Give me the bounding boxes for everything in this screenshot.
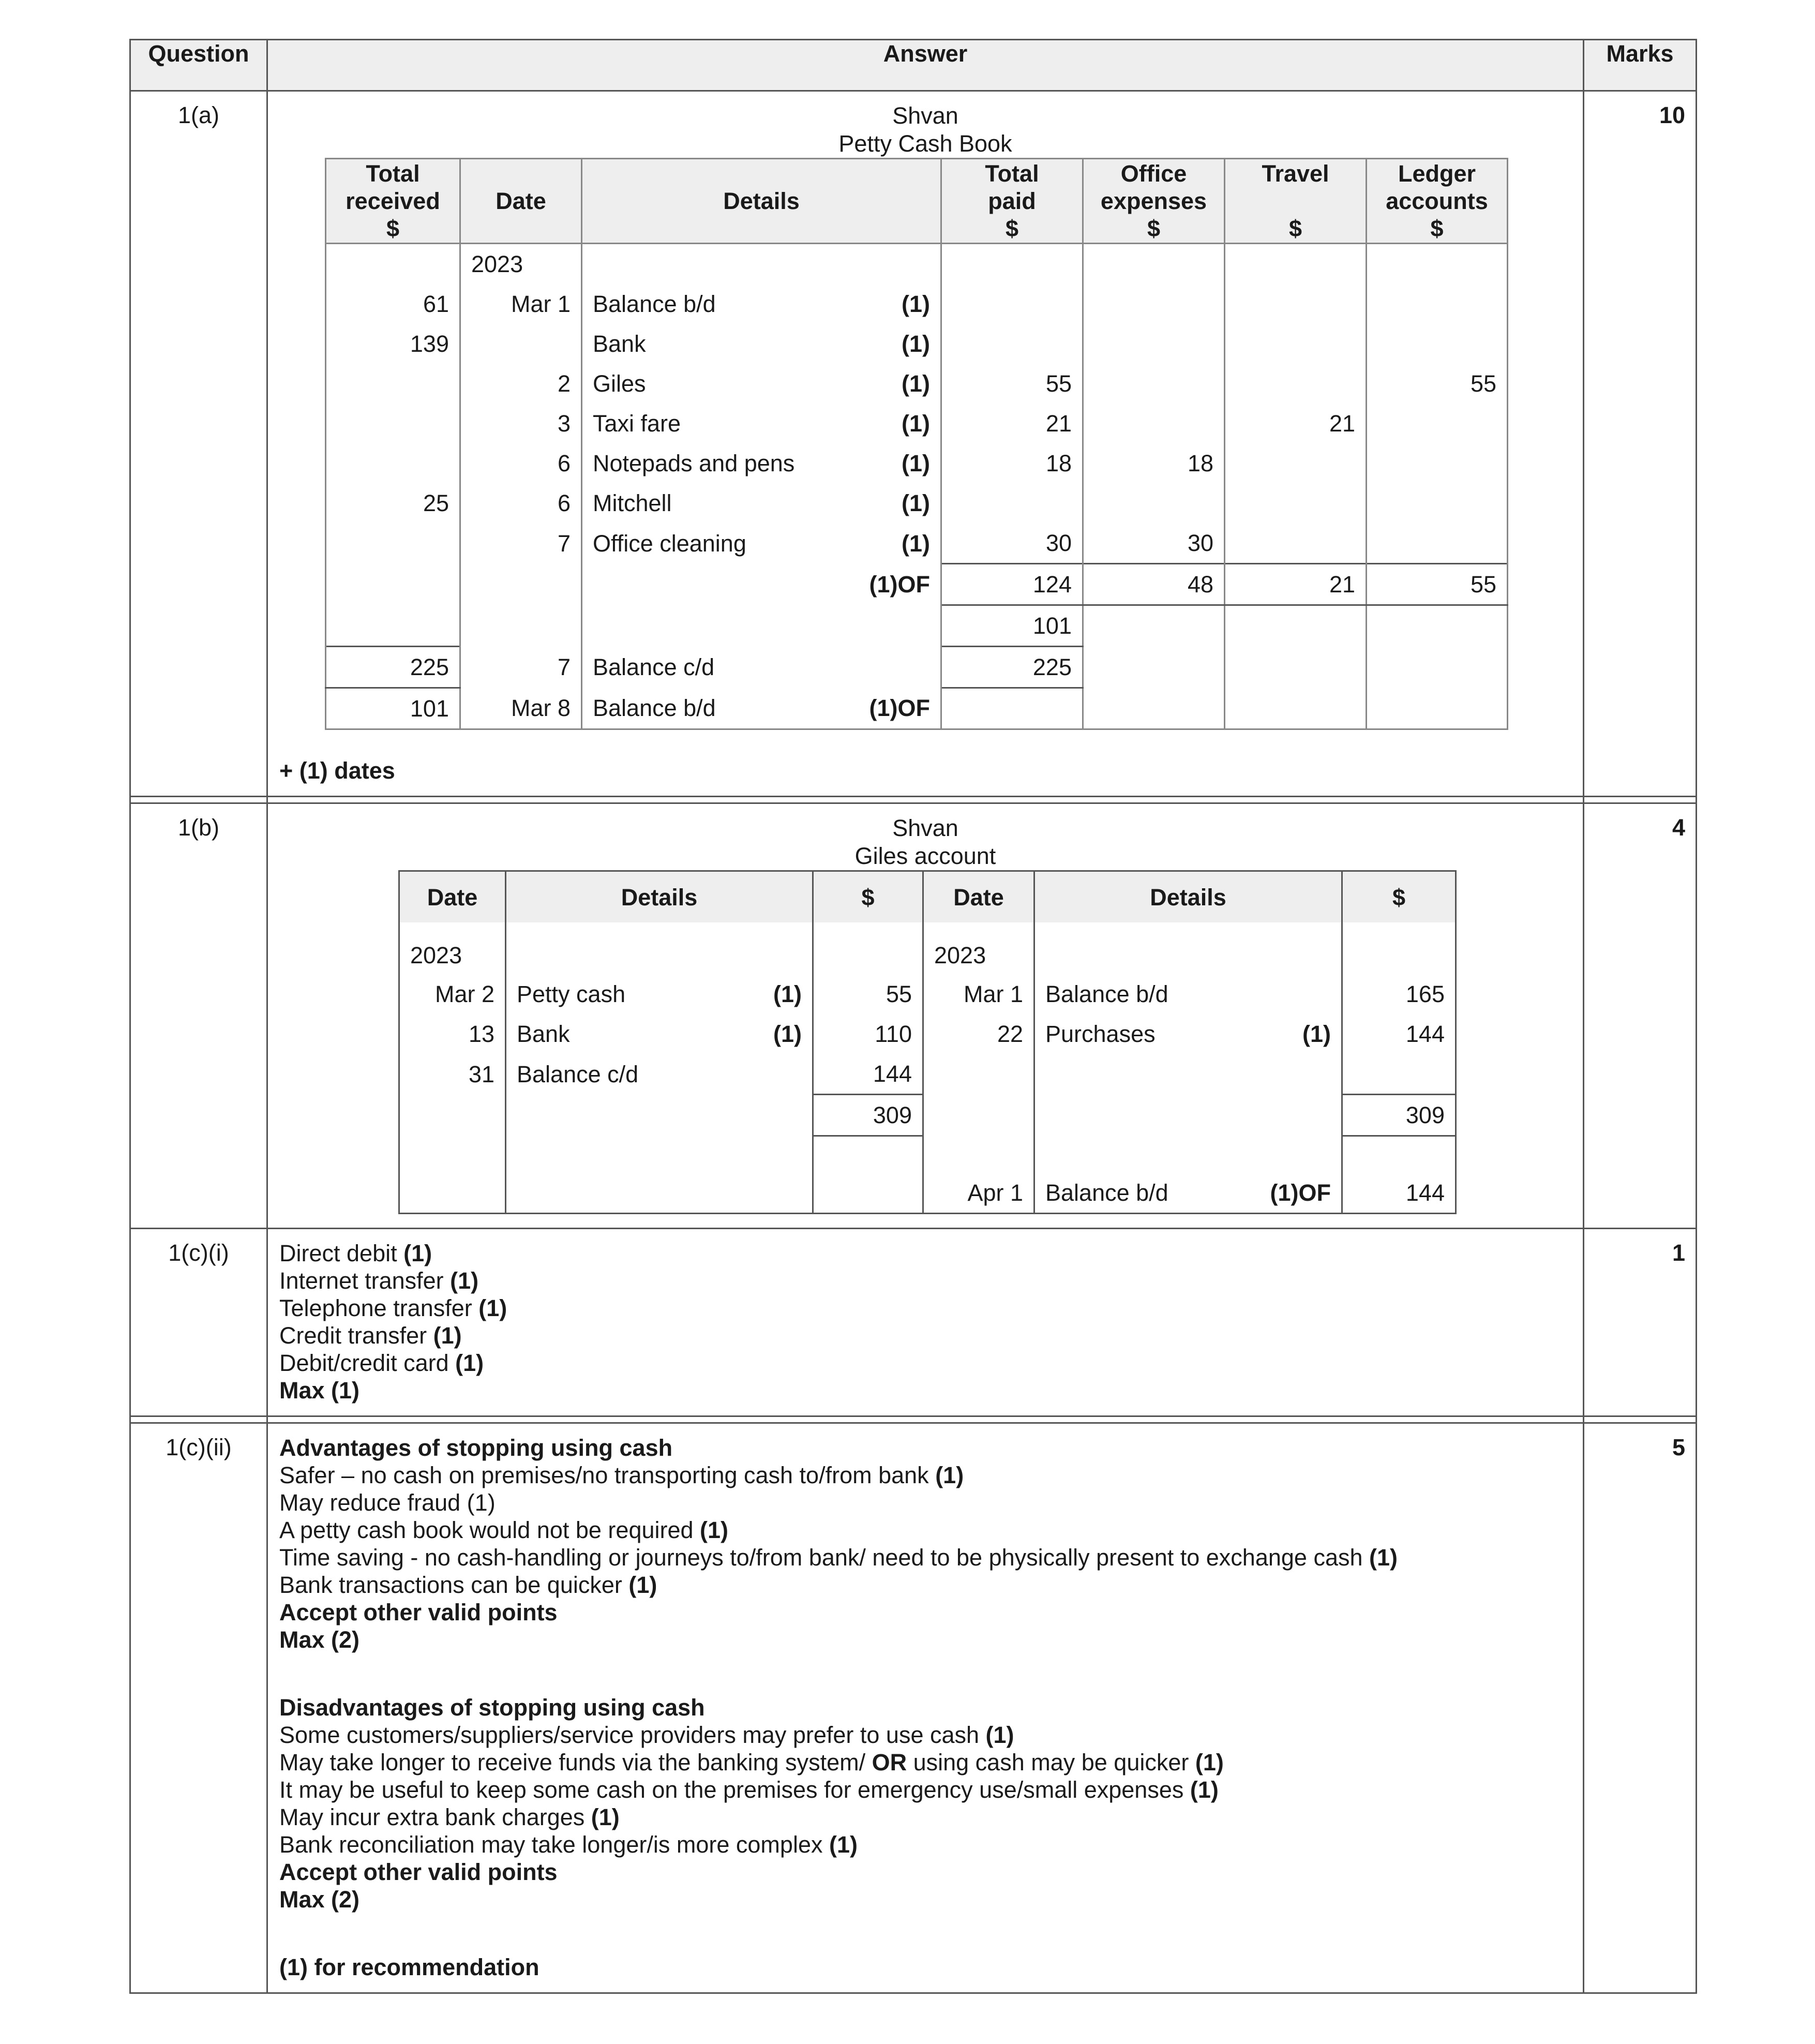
disadvantage-text: May incur extra bank charges	[279, 1804, 591, 1830]
pcb-total-paid: 124	[941, 564, 1083, 605]
pcb-ledger-accounts	[1367, 523, 1508, 564]
pcb-travel	[1225, 324, 1367, 364]
disadvantage-line	[279, 1831, 1571, 1858]
payment-method-text: Debit/credit card	[279, 1350, 456, 1376]
giles-debit-detail-text: Petty cash	[517, 981, 626, 1007]
disadvantage-text: It may be useful to keep some cash on the premises for emergency use/small expenses	[279, 1777, 1190, 1803]
pcb-total-received	[326, 244, 460, 285]
row-1a	[130, 91, 1697, 797]
pcb-office-expenses	[1083, 647, 1225, 688]
pcb-ledger-accounts	[1367, 605, 1508, 647]
pcb-row	[326, 605, 1508, 647]
pcb-row	[326, 324, 1508, 364]
pcb-date	[460, 605, 582, 647]
giles-business-name: Shvan	[892, 815, 958, 841]
disadvantage-mark: (1)	[829, 1831, 858, 1858]
pcb-travel	[1225, 284, 1367, 324]
advantage-text: Safer – no cash on premises/no transporting cash to/from bank	[279, 1462, 936, 1488]
pcb-detail-text: Giles	[593, 370, 646, 397]
advantage-line	[279, 1544, 1571, 1571]
payment-method-line	[279, 1349, 1571, 1377]
giles-debit-details	[506, 1095, 813, 1136]
pcb-office-expenses	[1083, 364, 1225, 404]
header-question: Question	[130, 40, 267, 91]
pcb-date: 3	[460, 404, 582, 443]
pcb-ledger-accounts	[1367, 688, 1508, 729]
pcb-total-received	[326, 605, 460, 647]
advantage-text: May reduce fraud (1)	[279, 1489, 496, 1516]
pcb-row	[326, 647, 1508, 688]
giles-debit-mark: (1)	[773, 981, 802, 1007]
pcb-details	[582, 404, 941, 443]
pcb-office-expenses	[1083, 324, 1225, 364]
pcb-ledger-accounts	[1367, 324, 1508, 364]
giles-credit-amount: 144	[1342, 1014, 1456, 1054]
giles-row	[399, 1014, 1456, 1054]
pcb-total-received	[326, 404, 460, 443]
pcb-travel	[1225, 244, 1367, 285]
header-answer: Answer	[267, 40, 1584, 91]
pcb-col-total-received: Total received $	[326, 159, 460, 244]
petty-cash-book	[325, 158, 1508, 730]
giles-credit-amount	[1342, 922, 1456, 974]
giles-credit-date: 2023	[923, 922, 1034, 974]
answer-1ci	[267, 1229, 1584, 1416]
disadvantage-line	[279, 1803, 1571, 1831]
giles-debit-details	[506, 1054, 813, 1095]
pcb-row	[326, 688, 1508, 729]
payment-method-line	[279, 1240, 1571, 1267]
pcb-detail-text: Bank	[593, 331, 646, 357]
pcb-total-paid: 18	[941, 443, 1083, 483]
pcb-total-paid: 101	[941, 605, 1083, 647]
mark-scheme-table	[129, 39, 1697, 1994]
giles-credit-detail-text: Balance b/d	[1045, 981, 1168, 1007]
payment-method-line	[279, 1294, 1571, 1322]
giles-col-details-debit: Details	[506, 871, 813, 923]
giles-debit-date	[399, 1095, 506, 1136]
payment-method-mark: (1)	[433, 1322, 462, 1349]
pcb-details	[582, 688, 941, 729]
pcb-office-expenses: 18	[1083, 443, 1225, 483]
pcb-detail-mark: (1)	[902, 291, 930, 317]
advantage-line	[279, 1571, 1571, 1599]
marks-1b: 4	[1584, 803, 1697, 1229]
pcb-row	[326, 244, 1508, 285]
pcb-row	[326, 443, 1508, 483]
giles-debit-date: 31	[399, 1054, 506, 1095]
pcb-office-expenses	[1083, 605, 1225, 647]
giles-title: Giles account	[854, 843, 996, 869]
giles-row	[399, 1136, 1456, 1214]
pcb-row	[326, 523, 1508, 564]
giles-credit-details	[1034, 974, 1342, 1014]
pcb-travel	[1225, 523, 1367, 564]
accept-note: Accept other valid points	[279, 1859, 558, 1885]
giles-credit-date	[923, 1095, 1034, 1136]
pcb-office-expenses	[1083, 404, 1225, 443]
disadvantage-mark: (1)	[591, 1804, 620, 1830]
separator	[130, 797, 1697, 803]
pcb-detail-mark: (1)	[902, 450, 930, 476]
pcb-total-paid	[941, 244, 1083, 285]
pcb-ledger-accounts	[1367, 244, 1508, 285]
pcb-total-paid	[941, 324, 1083, 364]
pcb-date: Mar 8	[460, 688, 582, 729]
payment-method-text: Direct debit	[279, 1240, 404, 1266]
marks-1a: 10	[1584, 91, 1697, 797]
pcb-header-row	[326, 159, 1508, 244]
pcb-date: 2	[460, 364, 582, 404]
question-1a: 1(a)	[130, 91, 267, 797]
giles-credit-date: 22	[923, 1014, 1034, 1054]
pcb-total-received: 101	[326, 688, 460, 729]
pcb-detail-text: Office cleaning	[593, 530, 746, 557]
pcb-travel	[1225, 364, 1367, 404]
giles-col-details-credit: Details	[1034, 871, 1342, 923]
giles-credit-amount: 144	[1342, 1136, 1456, 1214]
pcb-detail-mark: (1)	[902, 530, 930, 557]
giles-debit-amount	[813, 1136, 923, 1214]
pcb-ledger-accounts	[1367, 284, 1508, 324]
pcb-col-ledger-accounts: Ledger accounts $	[1367, 159, 1508, 244]
payment-method-line	[279, 1322, 1571, 1349]
answer-1cii	[267, 1423, 1584, 1993]
giles-header-row	[399, 871, 1456, 923]
pcb-total-paid: 225	[941, 647, 1083, 688]
giles-debit-details	[506, 1136, 813, 1214]
pcb-col-details: Details	[582, 159, 941, 244]
pcb-office-expenses: 30	[1083, 523, 1225, 564]
giles-col-amount-credit: $	[1342, 871, 1456, 923]
giles-credit-details	[1034, 1014, 1342, 1054]
pcb-total-paid: 21	[941, 404, 1083, 443]
payment-method-mark: (1)	[450, 1267, 479, 1294]
pcb-row	[326, 404, 1508, 443]
accept-note: Accept other valid points	[279, 1599, 558, 1625]
pcb-date: 7	[460, 647, 582, 688]
disadvantages-heading: Disadvantages of stopping using cash	[279, 1694, 705, 1721]
giles-credit-details	[1034, 922, 1342, 974]
giles-debit-date: 13	[399, 1014, 506, 1054]
pcb-business-name: Shvan	[892, 102, 958, 129]
pcb-travel	[1225, 443, 1367, 483]
pcb-detail-text: Balance b/d	[593, 291, 716, 317]
pcb-row	[326, 564, 1508, 605]
giles-row	[399, 1054, 1456, 1095]
advantage-text: Time saving - no cash-handling or journeys to/from bank/ need to be physically present to exchange cash	[279, 1544, 1370, 1571]
pcb-date: 7	[460, 523, 582, 564]
pcb-detail-mark: (1)	[902, 370, 930, 397]
pcb-details	[582, 284, 941, 324]
pcb-row	[326, 284, 1508, 324]
pcb-ledger-accounts	[1367, 647, 1508, 688]
pcb-ledger-accounts: 55	[1367, 564, 1508, 605]
pcb-travel: 21	[1225, 404, 1367, 443]
pcb-total-paid: 55	[941, 364, 1083, 404]
row-1b	[130, 803, 1697, 1229]
giles-credit-details	[1034, 1054, 1342, 1095]
recommendation-note: (1) for recommendation	[279, 1954, 539, 1980]
pcb-travel	[1225, 605, 1367, 647]
answer-1b	[267, 803, 1584, 1229]
pcb-detail-mark: (1)OF	[869, 695, 930, 722]
giles-debit-amount: 55	[813, 974, 923, 1014]
advantage-mark: (1)	[1369, 1544, 1398, 1571]
giles-row	[399, 922, 1456, 974]
pcb-details	[582, 605, 941, 647]
pcb-col-office-expenses: Office expenses $	[1083, 159, 1225, 244]
pcb-detail-mark: (1)OF	[869, 571, 930, 598]
pcb-details	[582, 564, 941, 605]
header-row	[130, 40, 1697, 91]
disadvantage-text: Bank reconciliation may take longer/is more complex	[279, 1831, 829, 1858]
pcb-details	[582, 523, 941, 564]
advantage-line	[279, 1489, 1571, 1516]
pcb-detail-text: Balance c/d	[593, 654, 715, 680]
giles-debit-amount	[813, 922, 923, 974]
row-1ci	[130, 1229, 1697, 1416]
question-1cii: 1(c)(ii)	[130, 1423, 267, 1993]
payment-method-text: Credit transfer	[279, 1322, 433, 1349]
pcb-details	[582, 443, 941, 483]
giles-debit-date: Mar 2	[399, 974, 506, 1014]
pcb-col-travel: Travel $	[1225, 159, 1367, 244]
pcb-travel	[1225, 688, 1367, 729]
question-1ci: 1(c)(i)	[130, 1229, 267, 1416]
giles-credit-amount	[1342, 1054, 1456, 1095]
giles-debit-detail-text: Balance c/d	[517, 1061, 639, 1087]
advantage-text: A petty cash book would not be required	[279, 1517, 700, 1543]
pcb-office-expenses	[1083, 244, 1225, 285]
advantage-line	[279, 1516, 1571, 1544]
pcb-details	[582, 483, 941, 523]
advantage-text: Bank transactions can be quicker	[279, 1572, 629, 1598]
pcb-travel	[1225, 647, 1367, 688]
advantage-mark: (1)	[935, 1462, 964, 1488]
pcb-total-received: 61	[326, 284, 460, 324]
pcb-total-received	[326, 364, 460, 404]
giles-debit-amount: 110	[813, 1014, 923, 1054]
pcb-total-received: 225	[326, 647, 460, 688]
pcb-ledger-accounts	[1367, 443, 1508, 483]
header-marks: Marks	[1584, 40, 1697, 91]
giles-credit-details	[1034, 1095, 1342, 1136]
giles-col-date-debit: Date	[399, 871, 506, 923]
max-note: Max (2)	[279, 1627, 360, 1653]
giles-debit-details	[506, 922, 813, 974]
pcb-detail-text: Balance b/d	[593, 695, 716, 722]
pcb-detail-mark: (1)	[902, 331, 930, 357]
pcb-office-expenses: 48	[1083, 564, 1225, 605]
payment-method-line	[279, 1267, 1571, 1294]
pcb-col-total-paid: Total paid $	[941, 159, 1083, 244]
pcb-total-paid	[941, 483, 1083, 523]
max-note: Max (2)	[279, 1886, 360, 1913]
pcb-travel	[1225, 483, 1367, 523]
max-note: Max (1)	[279, 1377, 360, 1404]
pcb-total-paid	[941, 688, 1083, 729]
giles-debit-details	[506, 974, 813, 1014]
payment-method-text: Internet transfer	[279, 1267, 451, 1294]
pcb-ledger-accounts	[1367, 404, 1508, 443]
giles-row	[399, 974, 1456, 1014]
pcb-row	[326, 483, 1508, 523]
pcb-office-expenses	[1083, 688, 1225, 729]
pcb-total-received	[326, 443, 460, 483]
disadvantage-line: May take longer to receive funds via the banking system/ OR using cash may be quicker (1)	[279, 1749, 1224, 1776]
pcb-date: 2023	[460, 244, 582, 285]
pcb-row	[326, 364, 1508, 404]
pcb-detail-mark: (1)	[902, 490, 930, 516]
giles-debit-date	[399, 1136, 506, 1214]
separator	[130, 1416, 1697, 1423]
advantage-line	[279, 1461, 1571, 1489]
pcb-date	[460, 564, 582, 605]
giles-credit-date	[923, 1054, 1034, 1095]
giles-account	[398, 870, 1457, 1214]
giles-debit-detail-text: Bank	[517, 1021, 570, 1047]
pcb-details	[582, 364, 941, 404]
marks-1cii: 5	[1584, 1423, 1697, 1993]
pcb-travel: 21	[1225, 564, 1367, 605]
giles-col-amount-debit: $	[813, 871, 923, 923]
pcb-date: 6	[460, 443, 582, 483]
row-1cii	[130, 1423, 1697, 1993]
pcb-total-received: 25	[326, 483, 460, 523]
answer-1a	[267, 91, 1584, 797]
advantage-mark: (1)	[628, 1572, 657, 1598]
payment-method-mark: (1)	[403, 1240, 432, 1266]
pcb-date: Mar 1	[460, 284, 582, 324]
giles-row	[399, 1095, 1456, 1136]
giles-debit-amount: 144	[813, 1054, 923, 1095]
disadvantage-mark: (1)	[1190, 1777, 1219, 1803]
pcb-total-received	[326, 564, 460, 605]
disadvantage-line	[279, 1776, 1571, 1803]
pcb-detail-text: Taxi fare	[593, 410, 681, 437]
marks-1ci: 1	[1584, 1229, 1697, 1416]
advantage-mark: (1)	[700, 1517, 729, 1543]
giles-credit-mark: (1)	[1302, 1021, 1331, 1047]
giles-col-date-credit: Date	[923, 871, 1034, 923]
giles-credit-detail-text: Purchases	[1045, 1021, 1156, 1047]
pcb-total-received: 139	[326, 324, 460, 364]
giles-debit-amount: 309	[813, 1095, 923, 1136]
pcb-title: Petty Cash Book	[838, 130, 1012, 157]
giles-debit-mark: (1)	[773, 1021, 802, 1047]
pcb-detail-mark: (1)	[902, 410, 930, 437]
pcb-total-received	[326, 523, 460, 564]
giles-credit-date: Mar 1	[923, 974, 1034, 1014]
pcb-date: 6	[460, 483, 582, 523]
pcb-details	[582, 244, 941, 285]
pcb-office-expenses	[1083, 483, 1225, 523]
giles-debit-date: 2023	[399, 922, 506, 974]
pcb-details	[582, 324, 941, 364]
advantages-heading: Advantages of stopping using cash	[279, 1435, 673, 1461]
pcb-office-expenses	[1083, 284, 1225, 324]
giles-credit-amount: 309	[1342, 1095, 1456, 1136]
disadvantage-line: Some customers/suppliers/service providers may prefer to use cash (1)	[279, 1722, 1014, 1748]
giles-credit-details	[1034, 1136, 1342, 1214]
question-1b: 1(b)	[130, 803, 267, 1229]
giles-debit-details	[506, 1014, 813, 1054]
payment-method-mark: (1)	[478, 1295, 507, 1321]
pcb-detail-text: Notepads and pens	[593, 450, 795, 476]
pcb-ledger-accounts	[1367, 483, 1508, 523]
pcb-detail-text: Mitchell	[593, 490, 672, 516]
giles-credit-detail-text: Balance b/d	[1045, 1180, 1168, 1206]
pcb-col-date: Date	[460, 159, 582, 244]
giles-credit-amount: 165	[1342, 974, 1456, 1014]
giles-credit-date: Apr 1	[923, 1136, 1034, 1214]
pcb-total-paid: 30	[941, 523, 1083, 564]
dates-mark-note: + (1) dates	[279, 757, 395, 784]
payment-method-mark: (1)	[455, 1350, 484, 1376]
pcb-details	[582, 647, 941, 688]
pcb-date	[460, 324, 582, 364]
pcb-total-paid	[941, 284, 1083, 324]
payment-method-text: Telephone transfer	[279, 1295, 479, 1321]
pcb-ledger-accounts: 55	[1367, 364, 1508, 404]
giles-credit-mark: (1)OF	[1270, 1180, 1331, 1206]
